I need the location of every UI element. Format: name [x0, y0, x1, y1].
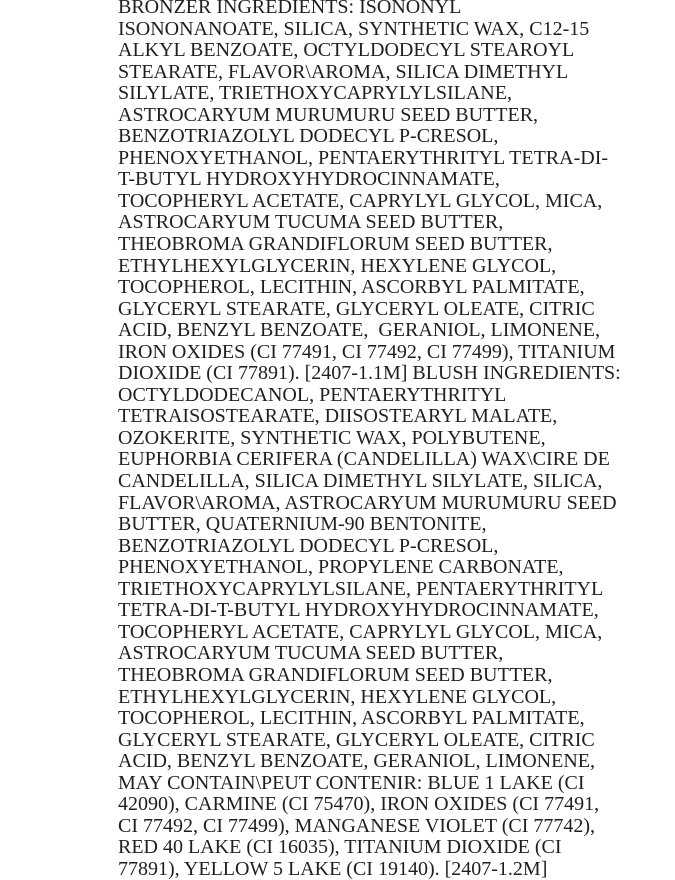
text-line: ASTROCARYUM TUCUMA SEED BUTTER, [118, 211, 504, 234]
text-line: TRIETHOXYCAPRYLYLSILANE, PENTAERYTHRITYL [118, 577, 604, 600]
text-line: PHENOXYETHANOL, PROPYLENE CARBONATE, [118, 556, 564, 579]
text-line: GLYCERYL STEARATE, GLYCERYL OLEATE, CITRIC [118, 297, 595, 320]
text-line: ETHYLHEXYLGLYCERIN, HEXYLENE GLYCOL, [118, 254, 557, 277]
text-line: THEOBROMA GRANDIFLORUM SEED BUTTER, [118, 233, 553, 256]
text-line: TOCOPHERYL ACETATE, CAPRYLYL GLYCOL, MICA, [118, 620, 603, 643]
text-line: TOCOPHERYL ACETATE, CAPRYLYL GLYCOL, MICA, [118, 189, 603, 212]
text-line: ACID, BENZYL BENZOATE, GERANIOL, LIMONENE, [118, 750, 595, 773]
text-line: ASTROCARYUM MURUMURU SEED BUTTER, [118, 103, 539, 126]
text-line: ASTROCARYUM TUCUMA SEED BUTTER, [118, 642, 504, 665]
text-line: ALKYL BENZOATE, OCTYLDODECYL STEAROYL [118, 39, 575, 62]
text-line: CI 77492, CI 77499), MANGANESE VIOLET (CI 77742), [118, 814, 596, 837]
text-line: BRONZER INGREDIENTS: ISONONYL [118, 0, 462, 18]
text-line: BENZOTRIAZOLYL DODECYL P-CRESOL, [118, 534, 499, 557]
text-line: STEARATE, FLAVOR\AROMA, SILICA DIMETHYL [118, 60, 569, 83]
text-line: TETRA-DI-T-BUTYL HYDROXYHYDROCINNAMATE, [118, 599, 599, 622]
text-line: BUTTER, QUATERNIUM-90 BENTONITE, [118, 513, 487, 536]
text-line: T-BUTYL HYDROXYHYDROCINNAMATE, [118, 168, 500, 191]
text-line: OCTYLDODECANOL, PENTAERYTHRITYL [118, 383, 507, 406]
text-line: IRON OXIDES (CI 77491, CI 77492, CI 77499), TITANIUM [118, 340, 616, 363]
text-line: THEOBROMA GRANDIFLORUM SEED BUTTER, [118, 663, 553, 686]
text-line: BENZOTRIAZOLYL DODECYL P-CRESOL, [118, 125, 499, 148]
text-line: CANDELILLA, SILICA DIMETHYL SILYLATE, SILICA, [118, 470, 603, 493]
text-line: OZOKERITE, SYNTHETIC WAX, POLYBUTENE, [118, 426, 546, 449]
text-line: SILYLATE, TRIETHOXYCAPRYLYLSILANE, [118, 82, 512, 105]
text-line: TETRAISOSTEARATE, DIISOSTEARYL MALATE, [118, 405, 558, 428]
text-line: EUPHORBIA CERIFERA (CANDELILLA) WAX\CIRE DE [118, 448, 610, 471]
text-line: GLYCERYL STEARATE, GLYCERYL OLEATE, CITRIC [118, 728, 595, 751]
text-line: ETHYLHEXYLGLYCERIN, HEXYLENE GLYCOL, [118, 685, 557, 708]
text-line: ACID, BENZYL BENZOATE, GERANIOL, LIMONENE, [118, 319, 600, 342]
text-line: PHENOXYETHANOL, PENTAERYTHRITYL TETRA-DI- [118, 146, 609, 169]
text-line: RED 40 LAKE (CI 16035), TITANIUM DIOXIDE (CI [118, 836, 562, 859]
text-line: DIOXIDE (CI 77891). [2407-1.1M] BLUSH INGREDIENTS: [118, 362, 621, 385]
text-line: 42090), CARMINE (CI 75470), IRON OXIDES (CI 77491, [118, 793, 600, 816]
text-line: 77891), YELLOW 5 LAKE (CI 19140). [2407-1.2M] [118, 857, 548, 880]
text-line: ISONONANOATE, SILICA, SYNTHETIC WAX, C12-15 [118, 17, 590, 40]
text-line: TOCOPHEROL, LECITHIN, ASCORBYL PALMITATE, [118, 707, 585, 730]
text-line: FLAVOR\AROMA, ASTROCARYUM MURUMURU SEED [118, 491, 617, 514]
text-line: MAY CONTAIN\PEUT CONTENIR: BLUE 1 LAKE (CI [118, 771, 585, 794]
ingredients-text-block [118, 0, 621, 880]
text-line: TOCOPHEROL, LECITHIN, ASCORBYL PALMITATE, [118, 276, 585, 299]
